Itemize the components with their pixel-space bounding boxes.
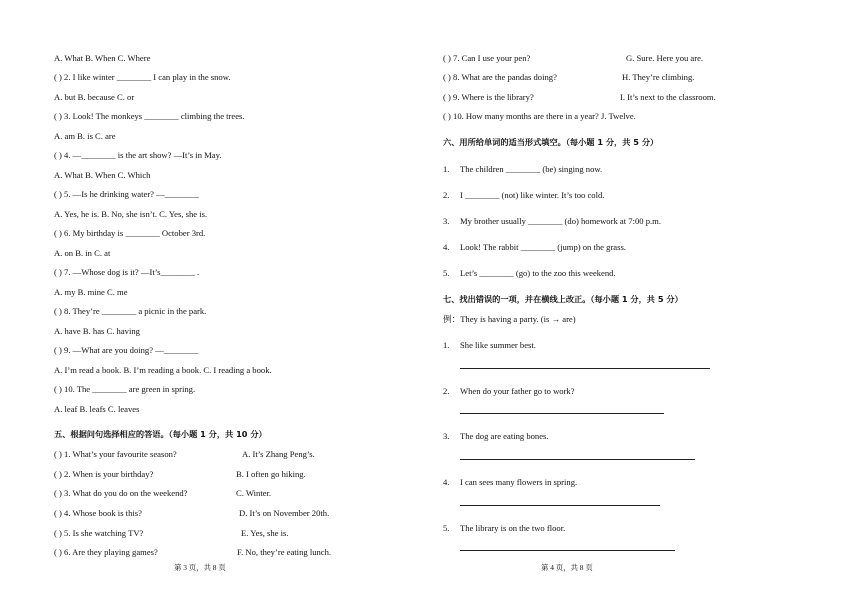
match-question: ( ) 6. Are they playing games? bbox=[54, 547, 158, 557]
item-text: I can sees many flowers in spring. bbox=[460, 477, 578, 487]
match-answer: C. Winter. bbox=[236, 488, 272, 498]
answer-line[interactable] bbox=[460, 368, 710, 369]
question-line: ( ) 2. I like winter ________ I can play in the snow. bbox=[54, 72, 231, 82]
option-line: A. on B. in C. at bbox=[54, 248, 111, 258]
item-number: 2. bbox=[443, 190, 450, 200]
match-question: ( ) 1. What’s your favourite season? bbox=[54, 449, 177, 459]
item-text: I ________ (not) like winter. It’s too cold. bbox=[460, 190, 605, 200]
item-number: 3. bbox=[443, 431, 450, 441]
match-question: ( ) 3. What do you do on the weekend? bbox=[54, 488, 188, 498]
match-answer: H. They’re climbing. bbox=[622, 72, 695, 82]
item-text: Look! The rabbit ________ (jump) on the grass. bbox=[460, 242, 626, 252]
option-line: A. am B. is C. are bbox=[54, 131, 116, 141]
match-row bbox=[443, 71, 695, 83]
match-row bbox=[54, 448, 315, 460]
match-row bbox=[54, 546, 332, 558]
fill-item bbox=[443, 189, 605, 201]
option-line: A. but B. because C. or bbox=[54, 92, 135, 102]
option-line: A. Yes, he is. B. No, she isn’t. C. Yes, she is. bbox=[54, 209, 208, 219]
match-row bbox=[443, 110, 636, 122]
correction-item bbox=[443, 385, 575, 397]
item-number: 1. bbox=[443, 340, 450, 350]
match-row bbox=[54, 527, 289, 539]
match-row bbox=[54, 507, 330, 519]
answer-line[interactable] bbox=[460, 459, 695, 460]
item-text: She like summer best. bbox=[460, 340, 536, 350]
item-text: The dog are eating bones. bbox=[460, 431, 549, 441]
item-number: 4. bbox=[443, 242, 450, 252]
correction-item bbox=[443, 339, 536, 351]
question-line: ( ) 5. —Is he drinking water? —________ bbox=[54, 189, 200, 199]
question-line: ( ) 9. —What are you doing? —________ bbox=[54, 345, 199, 355]
item-number: 5. bbox=[443, 268, 450, 278]
correction-item bbox=[443, 430, 549, 442]
question-line: ( ) 10. The ________ are green in spring. bbox=[54, 384, 196, 394]
item-number: 5. bbox=[443, 523, 450, 533]
question-line: ( ) 6. My birthday is ________ October 3rd. bbox=[54, 228, 206, 238]
item-number: 4. bbox=[443, 477, 450, 487]
match-row bbox=[443, 52, 704, 64]
option-line: A. What B. When C. Which bbox=[54, 170, 151, 180]
match-answer: F. No, they’re eating lunch. bbox=[237, 547, 332, 557]
question-line: ( ) 3. Look! The monkeys ________ climbing the trees. bbox=[54, 111, 245, 121]
match-question: ( ) 2. When is your birthday? bbox=[54, 469, 154, 479]
item-text: The library is on the two floor. bbox=[460, 523, 566, 533]
correction-item bbox=[443, 476, 578, 488]
match-answer: E. Yes, she is. bbox=[241, 528, 289, 538]
page-footer: 第 4 页，共 8 页 bbox=[541, 563, 593, 572]
option-line: A. I’m read a book. B. I’m reading a book. C. I reading a book. bbox=[54, 365, 272, 375]
item-text: Let’s ________ (go) to the zoo this weekend. bbox=[460, 268, 616, 278]
question-line: ( ) 8. They’re ________ a picnic in the park. bbox=[54, 306, 207, 316]
match-question: ( ) 8. What are the pandas doing? bbox=[443, 72, 557, 82]
item-number: 2. bbox=[443, 386, 450, 396]
section6-title: 六、用所给单词的适当形式填空。（每小题 1 分，共 5 分） bbox=[443, 137, 659, 147]
match-answer: D. It’s on November 20th. bbox=[239, 508, 330, 518]
section5-title: 五、根据问句选择相应的答语。（每小题 1 分，共 10 分） bbox=[54, 429, 267, 439]
item-number: 3. bbox=[443, 216, 450, 226]
option-line: A. have B. has C. having bbox=[54, 326, 140, 336]
match-row bbox=[443, 91, 716, 103]
fill-item bbox=[443, 267, 616, 279]
fill-item bbox=[443, 241, 626, 253]
item-text: My brother usually ________ (do) homework at 7:00 p.m. bbox=[460, 216, 661, 226]
answer-line[interactable] bbox=[460, 550, 675, 551]
match-row bbox=[54, 487, 272, 499]
match-question: ( ) 5. Is she watching TV? bbox=[54, 528, 144, 538]
match-row bbox=[54, 468, 306, 480]
item-text: When do your father go to work? bbox=[460, 386, 575, 396]
match-question: ( ) 4. Whose book is this? bbox=[54, 508, 142, 518]
option-line: A. leaf B. leafs C. leaves bbox=[54, 404, 140, 414]
match-question: ( ) 10. How many months are there in a year? J. Twelve. bbox=[443, 111, 636, 121]
item-number: 1. bbox=[443, 164, 450, 174]
section7-title: 七、找出错误的一项，并在横线上改正。（每小题 1 分，共 5 分） bbox=[443, 294, 683, 304]
match-answer: G. Sure. Here you are. bbox=[626, 53, 704, 63]
correction-item bbox=[443, 522, 566, 534]
item-text: The children ________ (be) singing now. bbox=[460, 164, 603, 174]
match-answer: I. It’s next to the classroom. bbox=[620, 92, 716, 102]
answer-line[interactable] bbox=[460, 505, 660, 506]
fill-item bbox=[443, 163, 603, 175]
question-line: ( ) 4. —________ is the art show? —It’s in May. bbox=[54, 150, 222, 160]
section7-example: 例：They is having a party. (is → are) bbox=[443, 314, 576, 324]
match-answer: B. I often go hiking. bbox=[236, 469, 306, 479]
fill-item bbox=[443, 215, 661, 227]
page-footer: 第 3 页，共 8 页 bbox=[174, 563, 226, 572]
match-question: ( ) 9. Where is the library? bbox=[443, 92, 534, 102]
question-line: ( ) 7. —Whose dog is it? —It’s________ . bbox=[54, 267, 200, 277]
answer-line[interactable] bbox=[460, 413, 664, 414]
match-answer: A. It’s Zhang Peng’s. bbox=[242, 449, 315, 459]
option-line: A. my B. mine C. me bbox=[54, 287, 128, 297]
option-line: A. What B. When C. Where bbox=[54, 53, 151, 63]
match-question: ( ) 7. Can I use your pen? bbox=[443, 53, 531, 63]
